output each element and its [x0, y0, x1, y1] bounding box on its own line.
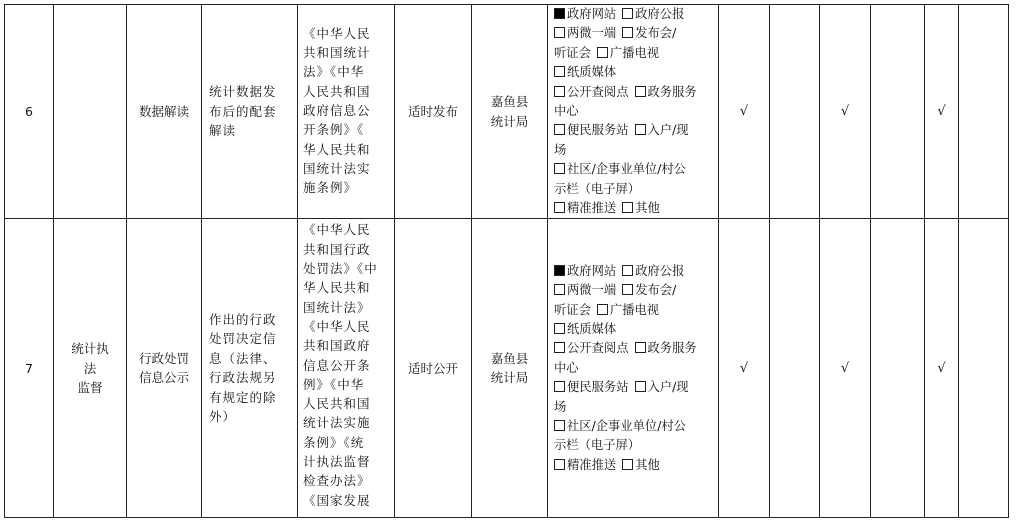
channel-line: [554, 102, 718, 121]
channel-option[interactable]: [635, 380, 689, 394]
channel-label: 精准推送: [567, 201, 617, 216]
content-line: 处罚决定信: [209, 331, 277, 347]
channel-line: [554, 301, 718, 320]
table-row: [5, 5, 1009, 219]
checkbox-icon[interactable]: [554, 86, 565, 97]
channel-label: 发布会/: [635, 283, 677, 298]
checkbox-icon[interactable]: [554, 66, 565, 77]
channel-line: [554, 180, 718, 199]
content-line: 外）: [209, 409, 237, 425]
mark-cell: √: [925, 219, 959, 518]
content-line: 有规定的除: [209, 389, 277, 405]
item-cell: [127, 219, 202, 518]
checkbox-icon[interactable]: [635, 342, 646, 353]
basis-line: 统计法实施: [303, 415, 371, 431]
basis-line: 开条例》《: [303, 122, 365, 138]
basis-line: 共和国行政: [303, 241, 371, 257]
mark-cell: √: [820, 219, 871, 518]
basis-line: 例》《中华: [303, 376, 365, 392]
channel-option: [554, 303, 591, 317]
mark-cell: √: [820, 5, 871, 219]
checkbox-icon[interactable]: [554, 27, 565, 38]
checkbox-icon[interactable]: [622, 265, 633, 276]
channel-label: 政府网站: [567, 7, 617, 21]
channel-option[interactable]: [554, 85, 629, 99]
basis-line: 法》《中华: [303, 64, 365, 80]
mark-cell: [871, 219, 925, 518]
checkbox-icon[interactable]: [597, 304, 608, 315]
channel-label: 精准推送: [567, 457, 617, 472]
channel-line: [554, 359, 718, 378]
channels-cell: [548, 5, 719, 219]
channel-label: 发布会/: [635, 26, 677, 41]
channel-label: 两微一端: [567, 283, 617, 298]
channel-option[interactable]: [622, 26, 676, 40]
channel-option[interactable]: [554, 264, 616, 278]
channel-option[interactable]: [622, 7, 684, 21]
disclosure-table: [4, 4, 1009, 518]
channel-label: 中心: [554, 360, 579, 375]
mark-cell: [959, 5, 1009, 219]
row-index: 7: [5, 219, 54, 518]
basis-line: 国统计法实: [303, 160, 371, 176]
channel-option[interactable]: [554, 26, 616, 40]
channel-label: 政府公报: [635, 7, 685, 21]
basis-line: 《中华人民: [303, 25, 371, 41]
basis-line: 政府信息公: [303, 103, 371, 119]
content-cell: [202, 219, 298, 518]
channel-label: 其他: [635, 457, 660, 472]
mark-cell: [770, 5, 820, 219]
mark-cell: √: [719, 5, 770, 219]
channel-option[interactable]: [622, 264, 684, 278]
channel-option[interactable]: [597, 303, 659, 317]
checked-checkbox-icon[interactable]: [554, 8, 565, 19]
item-line: 行政处罚: [138, 350, 189, 366]
channel-option[interactable]: [554, 123, 629, 137]
channel-label: 便民服务站: [567, 123, 629, 138]
channel-option[interactable]: [622, 201, 660, 215]
basis-cell: [298, 219, 395, 518]
subject-line: 嘉鱼县: [490, 94, 529, 110]
channel-line: [554, 83, 718, 102]
item-line: 信息公示: [138, 370, 189, 386]
channel-label: 政府公报: [635, 263, 685, 278]
content-line: 布后的配套: [209, 103, 277, 119]
timing-cell: 适时发布: [395, 5, 472, 219]
channel-option[interactable]: [554, 341, 629, 355]
channel-option[interactable]: [554, 7, 616, 21]
channel-option[interactable]: [554, 162, 686, 176]
channel-line: [554, 63, 718, 82]
channel-line: [554, 417, 718, 436]
channel-label: 中心: [554, 104, 579, 119]
checkbox-icon[interactable]: [554, 284, 565, 295]
checked-checkbox-icon[interactable]: [554, 265, 565, 276]
category-line: 法: [83, 360, 97, 376]
checkbox-icon[interactable]: [554, 420, 565, 431]
mark-cell: [871, 5, 925, 219]
basis-lines: [303, 219, 391, 517]
channel-label: 两微一端: [567, 26, 617, 41]
channel-label: 纸质媒体: [567, 321, 617, 336]
channel-label: 示栏（电子屏）: [554, 438, 641, 453]
basis-line: 人民共和国: [303, 396, 371, 412]
content-line: 息（法律、: [209, 350, 277, 366]
channel-line: [554, 281, 718, 300]
basis-line: 施条例》: [303, 180, 358, 196]
channel-option[interactable]: [554, 322, 616, 336]
channel-option: [554, 143, 566, 157]
channel-option[interactable]: [554, 65, 616, 79]
content-line: 统计数据发: [209, 84, 277, 100]
channel-line: [554, 436, 718, 455]
checkbox-icon[interactable]: [554, 124, 565, 135]
basis-line: 计执法监督: [303, 454, 371, 470]
channel-line: [554, 456, 718, 475]
basis-line: 共和国政府: [303, 338, 371, 354]
checkbox-icon[interactable]: [554, 163, 565, 174]
channel-line: [554, 199, 718, 218]
basis-line: 《国家发展: [303, 492, 371, 508]
row-index: 6: [5, 5, 54, 219]
channel-label: 政务服务: [647, 341, 697, 356]
channel-option: [554, 104, 579, 118]
checkbox-icon[interactable]: [622, 284, 633, 295]
channel-option: [554, 361, 579, 375]
channel-line: [554, 24, 718, 43]
channel-line: [554, 141, 718, 160]
channel-label: 公开查阅点: [567, 84, 629, 99]
channel-line: [554, 5, 718, 24]
channel-label: 示栏（电子屏）: [554, 181, 641, 196]
basis-line: 人民共和国: [303, 83, 371, 99]
content-cell: [202, 5, 298, 219]
channel-option[interactable]: [635, 341, 697, 355]
basis-line: 国统计法》: [303, 299, 371, 315]
mark-cell: [959, 219, 1009, 518]
channel-label: 听证会: [554, 45, 591, 60]
category-cell: [54, 219, 127, 518]
channel-label: 便民服务站: [567, 380, 629, 395]
checkbox-icon[interactable]: [597, 47, 608, 58]
channel-line: [554, 121, 718, 140]
channel-option[interactable]: [554, 458, 616, 472]
channel-option[interactable]: [622, 283, 676, 297]
channel-option[interactable]: [635, 123, 689, 137]
channel-label: 社区/企事业单位/村公: [567, 162, 686, 177]
channel-label: 场: [554, 399, 567, 414]
content-line: 作出的行政: [209, 311, 277, 327]
channel-label: 纸质媒体: [567, 65, 617, 80]
checkbox-icon[interactable]: [554, 342, 565, 353]
category-line: 统计执: [71, 341, 109, 357]
basis-line: 处罚法》《中: [303, 261, 378, 277]
mark-cell: √: [719, 219, 770, 518]
channel-label: 听证会: [554, 302, 591, 317]
channel-option[interactable]: [554, 283, 616, 297]
basis-lines: [303, 24, 391, 198]
subject-line: 统计局: [490, 113, 529, 129]
timing-cell: 适时公开: [395, 219, 472, 518]
basis-cell: [298, 5, 395, 219]
channel-option: [554, 182, 640, 196]
channel-line: [554, 339, 718, 358]
channel-option: [554, 400, 566, 414]
checkbox-icon[interactable]: [554, 381, 565, 392]
channel-line: [554, 378, 718, 397]
basis-line: 信息公开条: [303, 357, 371, 373]
content-line: 解读: [209, 123, 237, 139]
channel-label: 入户/现: [647, 380, 689, 395]
channel-line: [554, 398, 718, 417]
basis-line: 检查办法》: [303, 473, 371, 489]
checkbox-icon[interactable]: [622, 459, 633, 470]
channel-option[interactable]: [554, 380, 629, 394]
channel-line: [554, 262, 718, 281]
mark-cell: √: [925, 5, 959, 219]
channel-option[interactable]: [554, 419, 686, 433]
channel-label: 广播电视: [609, 302, 660, 317]
channel-label: 入户/现: [647, 123, 689, 138]
table-row: [5, 219, 1009, 518]
channel-option: [554, 438, 640, 452]
channel-option[interactable]: [597, 46, 659, 60]
basis-line: 《中华人民: [303, 222, 371, 238]
channel-option[interactable]: [635, 85, 697, 99]
checkbox-icon[interactable]: [554, 202, 565, 213]
channel-label: 场: [554, 142, 567, 157]
channel-option[interactable]: [554, 201, 616, 215]
subject-line: 统计局: [490, 370, 529, 386]
checkbox-icon[interactable]: [622, 8, 633, 19]
channel-line: [554, 160, 718, 179]
basis-line: 华人民共和: [303, 141, 371, 157]
checkbox-icon[interactable]: [622, 202, 633, 213]
subject-line: 嘉鱼县: [490, 350, 529, 366]
content-line: 行政法规另: [209, 370, 277, 386]
subject-cell: [472, 219, 548, 518]
channel-line: [554, 44, 718, 63]
checkbox-icon[interactable]: [554, 323, 565, 334]
basis-line: 《中华人民: [303, 318, 371, 334]
mark-cell: [770, 219, 820, 518]
checkbox-icon[interactable]: [554, 459, 565, 470]
channel-label: 公开查阅点: [567, 341, 629, 356]
channel-label: 广播电视: [609, 45, 660, 60]
subject-cell: [472, 5, 548, 219]
checkbox-icon[interactable]: [635, 124, 646, 135]
channel-label: 社区/企事业单位/村公: [567, 418, 686, 433]
checkbox-icon[interactable]: [635, 86, 646, 97]
item-cell: 数据解读: [127, 5, 202, 219]
channel-label: 政务服务: [647, 84, 697, 99]
basis-line: 条例》《统: [303, 434, 365, 450]
category-line: 监督: [77, 380, 103, 396]
basis-line: 共和国统计: [303, 45, 371, 61]
category-cell: [54, 5, 127, 219]
channel-label: 其他: [635, 201, 660, 216]
basis-line: 华人民共和: [303, 280, 371, 296]
checkbox-icon[interactable]: [635, 381, 646, 392]
channel-option[interactable]: [622, 458, 660, 472]
channel-option: [554, 46, 591, 60]
channels-cell: [548, 219, 719, 518]
checkbox-icon[interactable]: [622, 27, 633, 38]
channel-label: 政府网站: [567, 263, 617, 278]
channel-line: [554, 320, 718, 339]
